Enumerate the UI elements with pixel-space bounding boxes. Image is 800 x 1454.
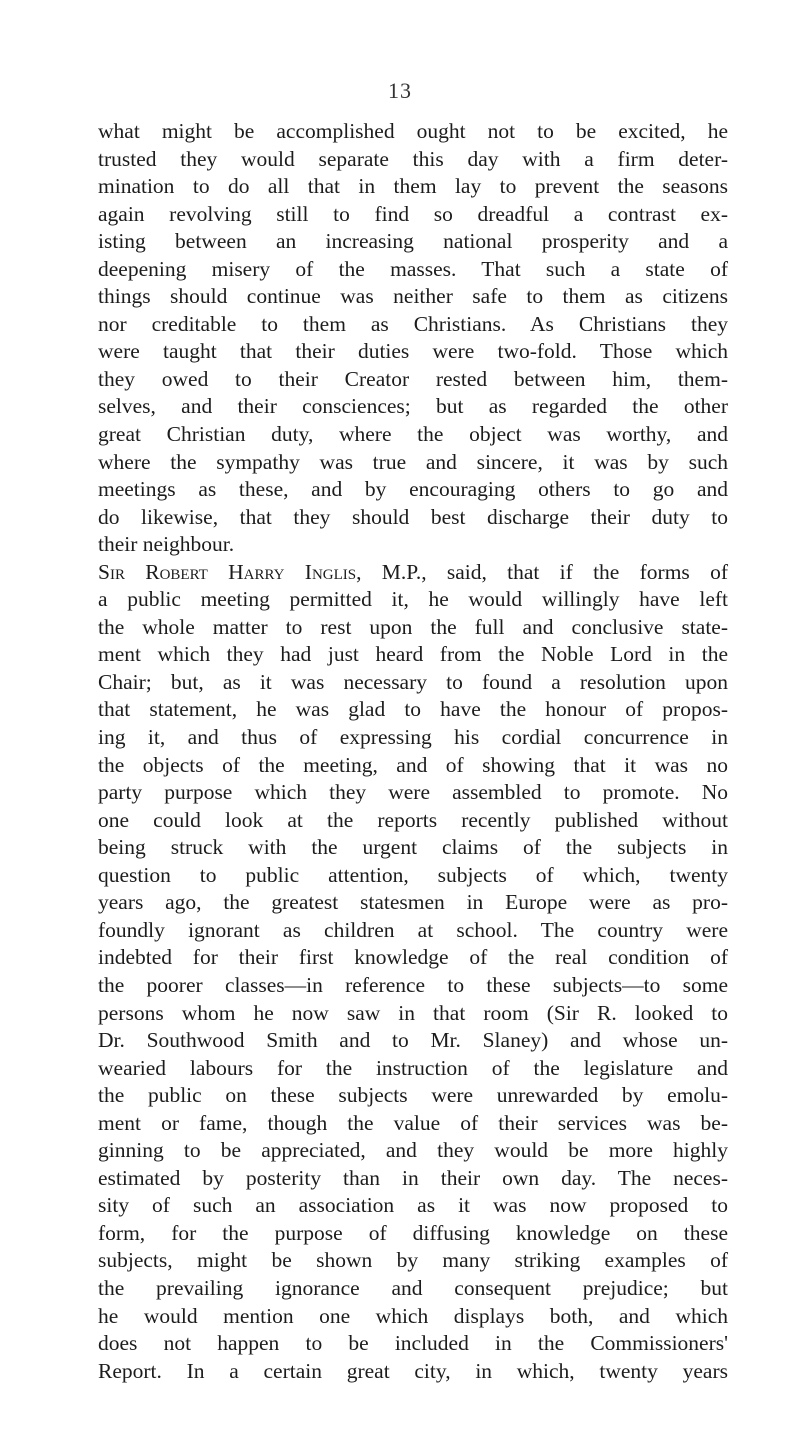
text-line: that statement, he was glad to have the honour of propos- [98,697,728,722]
text-line: subjects, might be shown by many striking examples of [98,1248,728,1273]
text-line: ginning to be appreciated, and they would be more highly [98,1138,728,1163]
text-line: sity of such an association as it was now proposed to [98,1193,728,1218]
speaker-line-rest: , M.P., said, that if the forms of [356,559,728,584]
text-line: foundly ignorant as children at school. The country were [98,917,728,942]
text-line: a public meeting permitted it, he would willingly have left [98,587,728,612]
text-line: again revolving still to find so dreadful a contrast ex- [98,201,728,226]
text-line: the public on these subjects were unrewarded by emolu- [98,1083,728,1108]
text-line: their neighbour. [98,532,235,557]
text-line: nor creditable to them as Christians. As Christians they [98,311,728,336]
text-line: trusted they would separate this day with a firm deter- [98,146,728,171]
text-line: do likewise, that they should best discharge their duty to [98,504,728,529]
text-line: things should continue was neither safe to them as citizens [98,284,728,309]
text-line: does not happen to be included in the Commissioners' [98,1331,728,1356]
text-line: selves, and their consciences; but as regarded the other [98,394,728,419]
text-line: what might be accomplished ought not to be excited, he [98,119,728,143]
text-line: the objects of the meeting, and of showing that it was no [98,752,728,777]
text-line: years ago, the greatest statesmen in Europe were as pro- [98,890,728,915]
text-line: mination to do all that in them lay to prevent the seasons [98,174,728,199]
text-line: were taught that their duties were two-fold. Those which [98,339,728,364]
text-line: party purpose which they were assembled to promote. No [98,780,728,805]
text-line: the prevailing ignorance and consequent prejudice; but [98,1275,728,1300]
page-number: 13 [388,78,412,103]
text-line: one could look at the reports recently published without [98,807,728,832]
text-line: question to public attention, subjects of which, twenty [98,862,728,887]
text-line: they owed to their Creator rested between him, them- [98,366,728,391]
text-line: where the sympathy was true and sincere, it was by such [98,449,728,474]
speaker-name: Sir Robert Harry Inglis [98,559,357,584]
text-line: he would mention one which displays both, and which [98,1303,728,1328]
text-line: ing it, and thus of expressing his cordial concurrence in [98,725,728,750]
speaker-line [98,559,728,587]
text-line: the whole matter to rest upon the full and conclusive state- [98,614,728,639]
text-line: being struck with the urgent claims of the subjects in [98,835,728,860]
text-line: ment which they had just heard from the Noble Lord in the [98,642,728,667]
text-line: form, for the purpose of diffusing knowledge on these [98,1220,728,1245]
text-line: Chair; but, as it was necessary to found a resolution upon [98,669,728,694]
text-line: meetings as these, and by encouraging others to go and [98,477,728,502]
text-line: isting between an increasing national prosperity and a [98,229,728,254]
text-line: persons whom he now saw in that room (Sir R. looked to [98,1000,728,1025]
text-line: indebted for their first knowledge of the real condition of [98,945,728,970]
text-line: the poorer classes—in reference to these subjects—to some [98,972,728,997]
text-line: wearied labours for the instruction of the legislature and [98,1055,728,1080]
text-line: ment or fame, though the value of their services was be- [98,1110,728,1135]
text-line: estimated by posterity than in their own day. The neces- [98,1165,728,1190]
body-text [98,118,728,1385]
text-line: deepening misery of the masses. That such a state of [98,256,728,281]
text-line: Dr. Southwood Smith and to Mr. Slaney) and whose un- [98,1028,728,1053]
text-line: great Christian duty, where the object was worthy, and [98,422,728,447]
text-line: Report. In a certain great city, in which, twenty years [98,1358,728,1383]
